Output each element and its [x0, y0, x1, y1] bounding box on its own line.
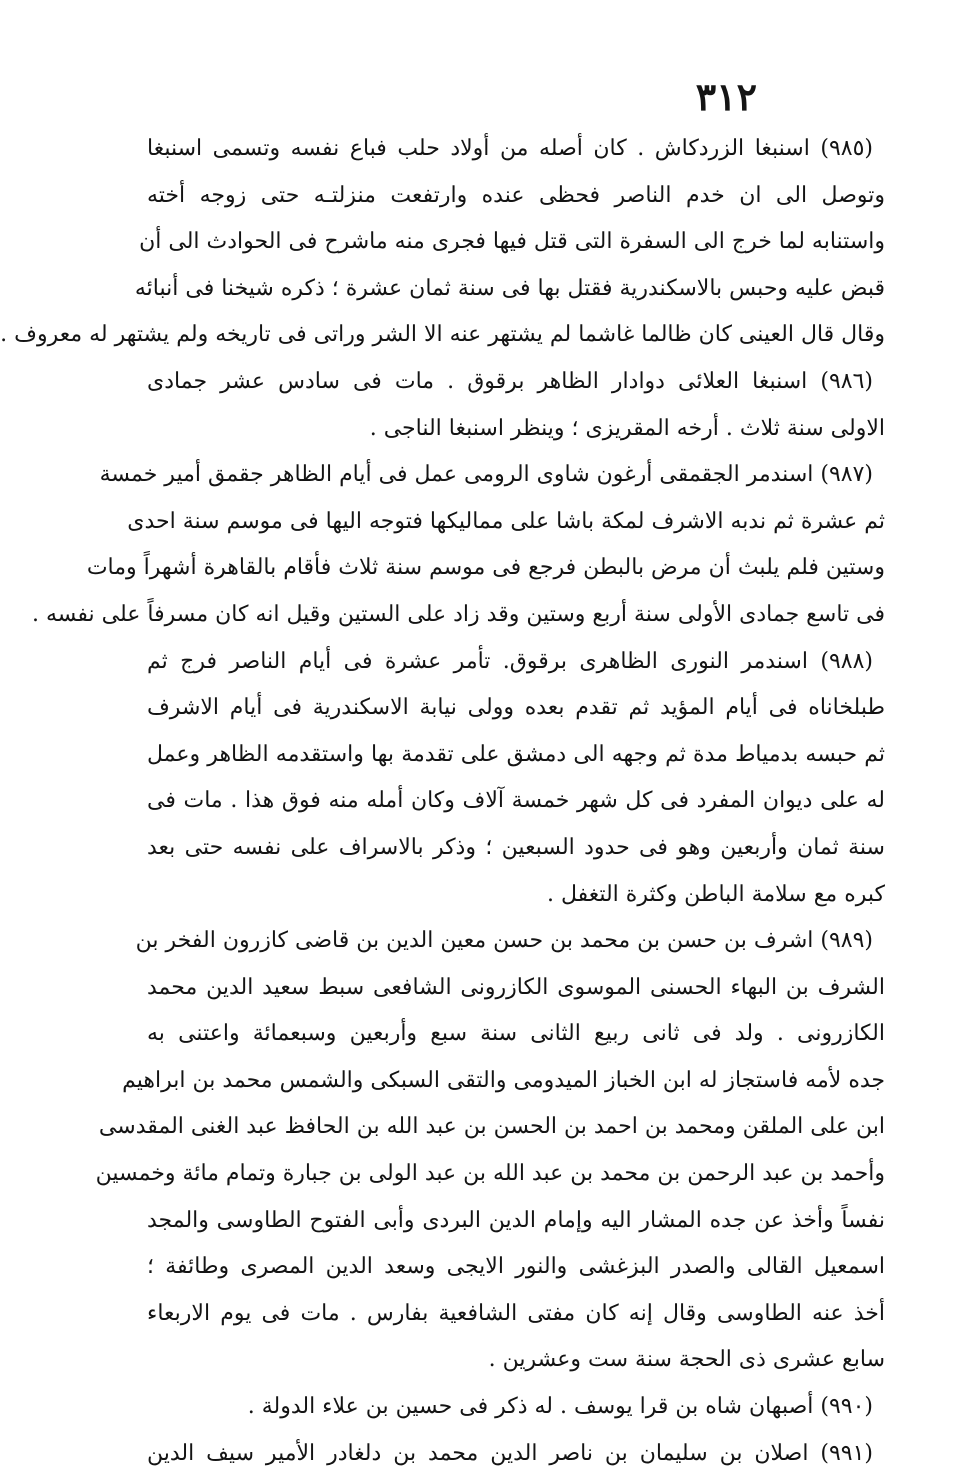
entry-987-line-1: (٩٨٧) اسندمر الجقمقى أرغون شاوى الرومى عمل فى أيام الظاهر جقمق أمير خمسة [99, 462, 873, 488]
entry-988-line-1: (٩٨٨) اسندمر النورى الظاهرى برقوق. تأمر عشرة فى أيام الناصر فرج ثم [147, 648, 873, 674]
entry-987-line-2: ثم عشرة ثم ندبه الاشرف لمكة باشا على مماليكها فتوجه اليها فى موسم سنة احدى [127, 508, 885, 534]
entry-989-line-5: ابن على الملقن ومحمد بن احمد بن الحسن بن عبد الله بن الحافظ عبد الغنى المقدسى [98, 1114, 885, 1140]
entry-988-line-2: طبلخاناه فى أيام المؤيد ثم تقدم بعده وولى نيابة الاسكندرية فى أيام الاشرف [147, 695, 885, 721]
entry-988-line-6: كبره مع سلامة الباطن وكثرة التغفل . [546, 881, 885, 907]
entry-985-line-2: وتوصل الى ان خدم الناصر فحظى عنده وارتفعت منزلتـه حتى زوجه أخته [147, 182, 885, 208]
entry-987-line-4: فى تاسع جمادى الأولى سنة أربع وستين وقد زاد على الستين وقيل انه كان مسرفاً على نفسه . [31, 601, 885, 627]
entry-989-line-6: وأحمد بن عبد الرحمن بن محمد بن عبد الله بن عبد الولى بن جبارة وتمام مائة وخمسين [95, 1161, 885, 1187]
entry-989-line-4: جده لأمه فاستجاز له ابن الخباز الميدومى والتقى السبكى والشمس محمد بن ابراهيم [122, 1067, 885, 1093]
entry-989-line-7: نفساً وأخذ عن جده المشار اليه وإمام الدين البردى وأبى الفتوح الطاوسى والمجد [147, 1207, 885, 1233]
entry-985-line-5: وقال قال العينى كان ظالما غاشما لم يشتهر عنه الا الشر وراتى فى تاريخه ولم يشتهر له معروف . [0, 322, 885, 348]
entry-986-line-1: (٩٨٦) اسنبغا العلائى دوادار الظاهر برقوق . مات فى سادس عشر جمادى [147, 368, 873, 394]
entry-987-line-3: وستين فلم يلبث أن مرض بالبطن فرجع فى موسم سنة ثلاث فأقام بالقاهرة أشهراً ومات [86, 555, 885, 581]
entry-985-line-4: قبض عليه وحبس بالاسكندرية فقتل بها فى سنة ثمان عشرة ؛ ذكره شيخنا فى أنبائه [134, 275, 885, 301]
entry-989-line-3: الكازرونى . ولد فى ثانى ربيع الثانى سنة سبع وأربعين وسبعمائة واعتنى به [147, 1021, 885, 1047]
entry-989-line-8: اسمعيل القالى والصدر البزغشى والنور الايجى وسعد الدين المصرى وطائفة ؛ [147, 1254, 885, 1280]
entry-989-line-9: أخذ عنه الطاوسى وقال إنه كان مفتى الشافعية بفارس . مات فى يوم الاربعاء [147, 1300, 885, 1326]
entry-985-line-1: (٩٨٥) اسنبغا الزردكاش . كان أصله من أولاد حلب فباع نفسه وتسمى اسنبغا [147, 136, 873, 161]
entry-990-line-1: (٩٩٠) أصبهان شاه بن قرا يوسف . له ذكر فى حسين بن علاء الدولة . [247, 1394, 873, 1420]
entry-989-line-10: سابع عشرى ذى الحجة سنة ست وعشرين . [488, 1347, 885, 1373]
entry-988-line-3: ثم حبسه بدمياط مدة ثم وجهه الى دمشق على تقدمة بها واستقدمه الظاهر وعمل [147, 741, 885, 767]
biography-text [0, 126, 885, 1477]
entry-989-line-1: (٩٨٩) اشرف بن حسن بن محمد بن حسن معين الدين بن قاضى كازرون الفخر بن [135, 928, 873, 954]
entry-986-line-2: الاولى سنة ثلاث . أرخه المقريزى ؛ وينظر اسنبغا الناجى . [369, 415, 885, 441]
entry-991-line-1: (٩٩١) اصلان بن سليمان بن ناصر الدين محمد بن دلغادر الأمير سيف الدين [147, 1440, 873, 1466]
page-number: ٣١٢ [695, 74, 757, 119]
entry-985-line-3: واستنابه لما خرج الى السفرة التى قتل فيها فجرى منه ماشرح فى الحوادث الى أن [139, 229, 885, 255]
entry-988-line-4: له على ديوان المفرد فى كل شهر خمسة آلاف وكان أمله منه فوق هذا . مات فى [147, 788, 885, 814]
entry-989-line-2: الشرف بن البهاء الحسنى الموسوى الكازرونى الشافعى سبط سعيد الدين محمد [147, 974, 885, 1000]
entry-988-line-5: سنة ثمان وأربعين وهو فى حدود السبعين ؛ وذكر بالاسراف على نفسه حتى بعد [147, 834, 885, 860]
